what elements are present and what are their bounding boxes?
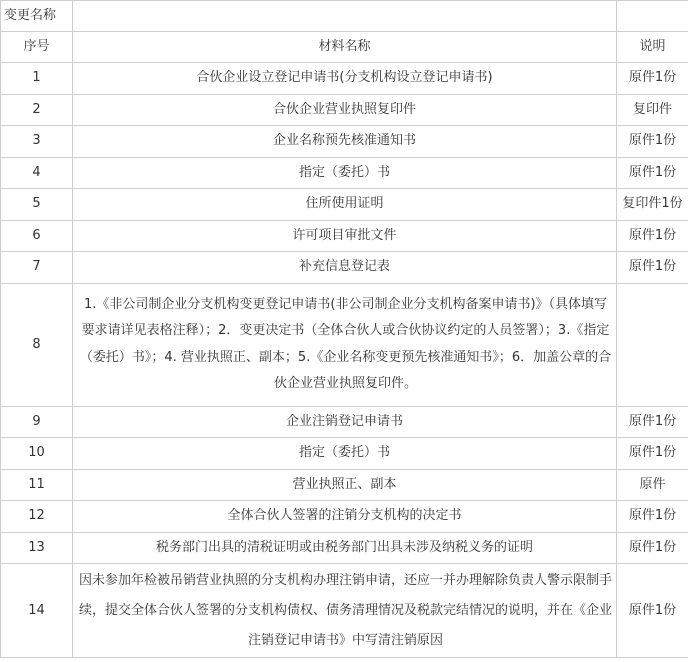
row-note: 复印件1份 — [617, 189, 688, 221]
row-index: 8 — [1, 283, 73, 406]
row-note: 原件1份 — [617, 406, 688, 438]
row-material: 住所使用证明 — [73, 189, 617, 221]
row-material: 企业名称预先核准通知书 — [73, 126, 617, 158]
row-material: 企业注销登记申请书 — [73, 406, 617, 438]
row-index: 5 — [1, 189, 73, 221]
row-material: 补充信息登记表 — [73, 252, 617, 284]
change-name-label: 变更名称 — [1, 1, 73, 32]
row-index: 12 — [1, 501, 73, 533]
row-material: 1.《非公司制企业分支机构变更登记申请书(非公司制企业分支机构备案申请书)》（具体填写要求请详见表格注释）；2．变更决定书（全体合伙人或合伙协议约定的人员签署）；3.《指定（委托）书》；4. 营业执照正、副本；5.《企业名称变更预先核准通知书》；6．加盖公章的合伙企业营业执照复印件。 — [73, 283, 617, 406]
row-note: 原件1份 — [617, 157, 688, 189]
row-index: 2 — [1, 94, 73, 126]
row-material: 营业执照正、副本 — [73, 469, 617, 501]
row-note: 原件1份 — [617, 501, 688, 533]
row-index: 1 — [1, 63, 73, 95]
row-material: 指定（委托）书 — [73, 438, 617, 470]
row-note: 原件1份 — [617, 220, 688, 252]
table-row — [1, 94, 688, 126]
table-row — [1, 406, 688, 438]
table-row — [1, 501, 688, 533]
row-index: 6 — [1, 220, 73, 252]
row-note: 原件1份 — [617, 63, 688, 95]
row-material: 合伙企业营业执照复印件 — [73, 94, 617, 126]
row-note: 复印件 — [617, 94, 688, 126]
row-material: 许可项目审批文件 — [73, 220, 617, 252]
row-note: 原件1份 — [617, 438, 688, 470]
table-row — [1, 564, 688, 658]
row-index: 14 — [1, 564, 73, 658]
row-material: 合伙企业设立登记申请书(分支机构设立登记申请书) — [73, 63, 617, 95]
row-material: 因未参加年检被吊销营业执照的分支机构办理注销申请，还应一并办理解除负责人警示限制手续，提交全体合伙人签署的分支机构债权、债务清理情况及税款完结情况的说明，并在《企业注销登记申请书》中写清注销原因 — [73, 564, 617, 658]
change-name-extra — [617, 1, 688, 32]
row-index: 7 — [1, 252, 73, 284]
table-row — [1, 126, 688, 158]
header-note: 说明 — [617, 32, 688, 63]
row-index: 13 — [1, 532, 73, 564]
table-row — [1, 532, 688, 564]
row-material: 全体合伙人签署的注销分支机构的决定书 — [73, 501, 617, 533]
row-index: 11 — [1, 469, 73, 501]
table-row — [1, 220, 688, 252]
row-note: 原件1份 — [617, 126, 688, 158]
header-material: 材料名称 — [73, 32, 617, 63]
row-note — [617, 283, 688, 406]
change-name-row — [1, 1, 688, 32]
row-note: 原件1份 — [617, 532, 688, 564]
table-row — [1, 157, 688, 189]
row-material: 指定（委托）书 — [73, 157, 617, 189]
header-index: 序号 — [1, 32, 73, 63]
table-row — [1, 469, 688, 501]
table-row — [1, 438, 688, 470]
row-index: 10 — [1, 438, 73, 470]
row-note: 原件 — [617, 469, 688, 501]
table-row — [1, 63, 688, 95]
row-index: 4 — [1, 157, 73, 189]
table-row — [1, 252, 688, 284]
row-index: 3 — [1, 126, 73, 158]
change-name-value — [73, 1, 617, 32]
row-note: 原件1份 — [617, 564, 688, 658]
row-material: 税务部门出具的清税证明或由税务部门出具未涉及纳税义务的证明 — [73, 532, 617, 564]
row-note: 原件1份 — [617, 252, 688, 284]
table-row — [1, 283, 688, 406]
row-index: 9 — [1, 406, 73, 438]
table-row — [1, 189, 688, 221]
header-row — [1, 32, 688, 63]
